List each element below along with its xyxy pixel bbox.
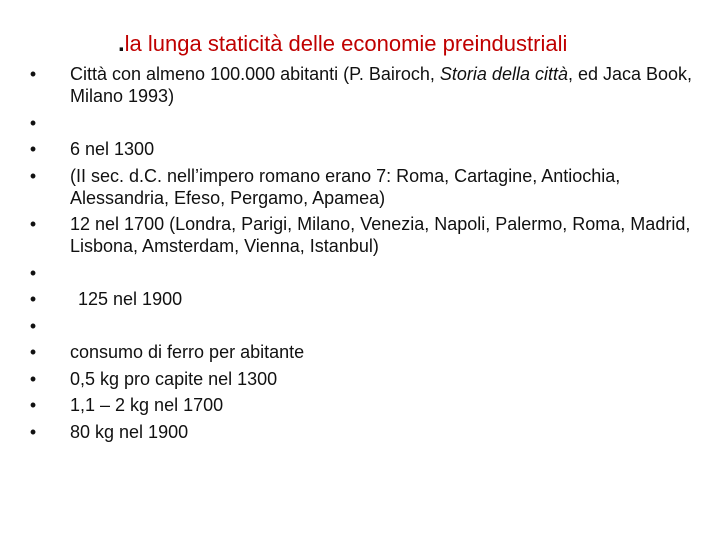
bullet-icon: • <box>29 395 37 415</box>
bullet-text <box>70 63 704 107</box>
bullet-text: 80 kg nel 1900 <box>70 421 189 442</box>
bullet-item <box>24 138 704 160</box>
bullet-text: consumo di ferro per abitante <box>70 342 305 362</box>
bullet-icon: • <box>29 368 37 389</box>
bullet-text: 6 nel 1300 <box>70 139 155 159</box>
bullet-text-pre: Città con almeno 100.000 abitanti (P. Bairoch, <box>70 64 440 84</box>
title-text: la lunga staticità delle economie preindustriali <box>124 31 568 56</box>
bullet-icon: • <box>29 214 37 234</box>
bullet-icon: • <box>29 342 37 362</box>
bullet-text-italic: Storia della città <box>439 64 568 84</box>
bullet-icon: • <box>29 315 37 336</box>
bullet-text-post: , ed Jaca Book, Milano 1993) <box>70 64 693 106</box>
bullet-item <box>24 288 704 310</box>
bullet-item <box>24 165 704 209</box>
bullet-icon: • <box>29 139 37 159</box>
bullet-icon: • <box>29 289 37 309</box>
bullet-item <box>24 368 704 390</box>
bullet-item <box>24 213 704 257</box>
bullet-item <box>24 394 704 416</box>
bullet-text: 1,1 – 2 kg nel 1700 <box>70 395 224 415</box>
bullet-text: (II sec. d.C. nell’impero romano erano 7: Roma, Cartagine, Antiochia, Alessandria, Efeso, Pergamo, Apamea) <box>70 165 621 208</box>
bullet-icon: • <box>29 421 37 442</box>
bullet-list <box>24 63 704 447</box>
bullet-item <box>24 112 704 134</box>
bullet-item <box>24 421 704 443</box>
bullet-text: 125 nel 1900 <box>78 289 183 309</box>
bullet-item <box>24 262 704 284</box>
bullet-icon: • <box>29 112 37 133</box>
bullet-icon: • <box>29 64 37 84</box>
bullet-item <box>24 341 704 363</box>
bullet-text: 12 nel 1700 (Londra, Parigi, Milano, Venezia, Napoli, Palermo, Roma, Madrid, Lisbona, Amsterdam, Vienna, Istanbul) <box>70 214 691 256</box>
bullet-item <box>24 315 704 337</box>
bullet-text: 0,5 kg pro capite nel 1300 <box>70 368 278 389</box>
slide-title <box>118 30 567 58</box>
bullet-item <box>24 63 704 107</box>
bullet-icon: • <box>29 165 37 186</box>
title-prefix: . <box>118 30 125 57</box>
bullet-icon: • <box>29 262 37 283</box>
